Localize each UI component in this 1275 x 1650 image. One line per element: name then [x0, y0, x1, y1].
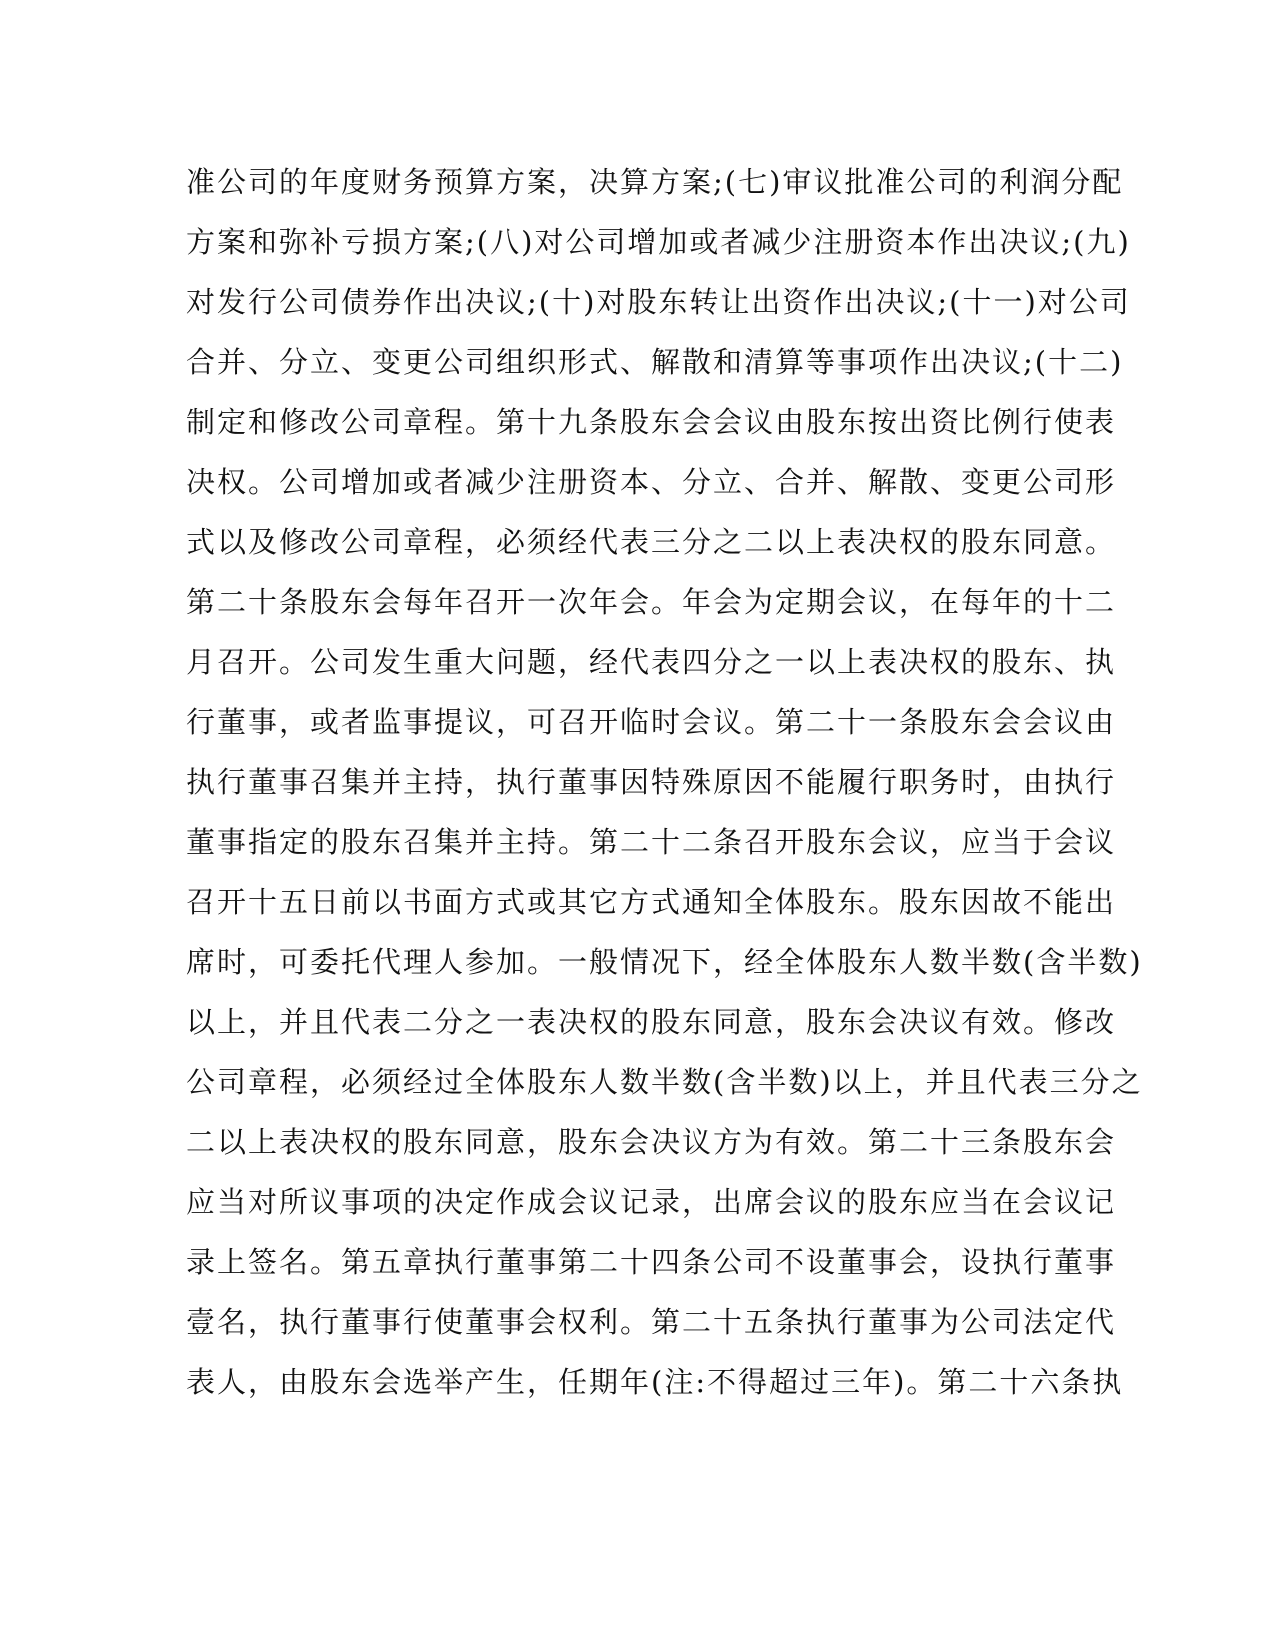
- text-line: 席时，可委托代理人参加。一般情况下，经全体股东人数半数(含半数): [186, 945, 1143, 979]
- text-line: 壹名，执行董事行使董事会权利。第二十五条执行董事为公司法定代: [186, 1305, 1117, 1339]
- text-line: 月召开。公司发生重大问题，经代表四分之一以上表决权的股东、执: [186, 645, 1117, 679]
- text-line: 应当对所议事项的决定作成会议记录，出席会议的股东应当在会议记: [186, 1185, 1117, 1219]
- text-line: 董事指定的股东召集并主持。第二十二条召开股东会议，应当于会议: [186, 825, 1117, 859]
- text-line: 制定和修改公司章程。第十九条股东会会议由股东按出资比例行使表: [186, 405, 1117, 439]
- text-line: 决权。公司增加或者减少注册资本、分立、合并、解散、变更公司形: [186, 465, 1117, 499]
- text-line: 录上签名。第五章执行董事第二十四条公司不设董事会，设执行董事: [186, 1245, 1117, 1279]
- text-line: 式以及修改公司章程，必须经代表三分之二以上表决权的股东同意。: [186, 525, 1117, 559]
- text-line: 方案和弥补亏损方案;(八)对公司增加或者减少注册资本作出决议;(九): [186, 225, 1131, 259]
- text-line: 公司章程，必须经过全体股东人数半数(含半数)以上，并且代表三分之: [186, 1065, 1143, 1099]
- text-line: 二以上表决权的股东同意，股东会决议方为有效。第二十三条股东会: [186, 1125, 1117, 1159]
- text-line: 召开十五日前以书面方式或其它方式通知全体股东。股东因故不能出: [186, 885, 1117, 919]
- text-line: 以上，并且代表二分之一表决权的股东同意，股东会决议有效。修改: [186, 1005, 1117, 1039]
- text-line: 表人，由股东会选举产生，任期年(注:不得超过三年)。第二十六条执: [186, 1365, 1124, 1399]
- text-line: 行董事，或者监事提议，可召开临时会议。第二十一条股东会会议由: [186, 705, 1117, 739]
- text-line: 执行董事召集并主持，执行董事因特殊原因不能履行职务时，由执行: [186, 765, 1117, 799]
- text-line: 准公司的年度财务预算方案，决算方案;(七)审议批准公司的利润分配: [186, 165, 1124, 199]
- body-text: [186, 160, 1143, 1420]
- text-line: 对发行公司债券作出决议;(十)对股东转让出资作出决议;(十一)对公司: [186, 285, 1131, 319]
- text-line: 第二十条股东会每年召开一次年会。年会为定期会议，在每年的十二: [186, 585, 1117, 619]
- text-line: 合并、分立、变更公司组织形式、解散和清算等事项作出决议;(十二): [186, 345, 1124, 379]
